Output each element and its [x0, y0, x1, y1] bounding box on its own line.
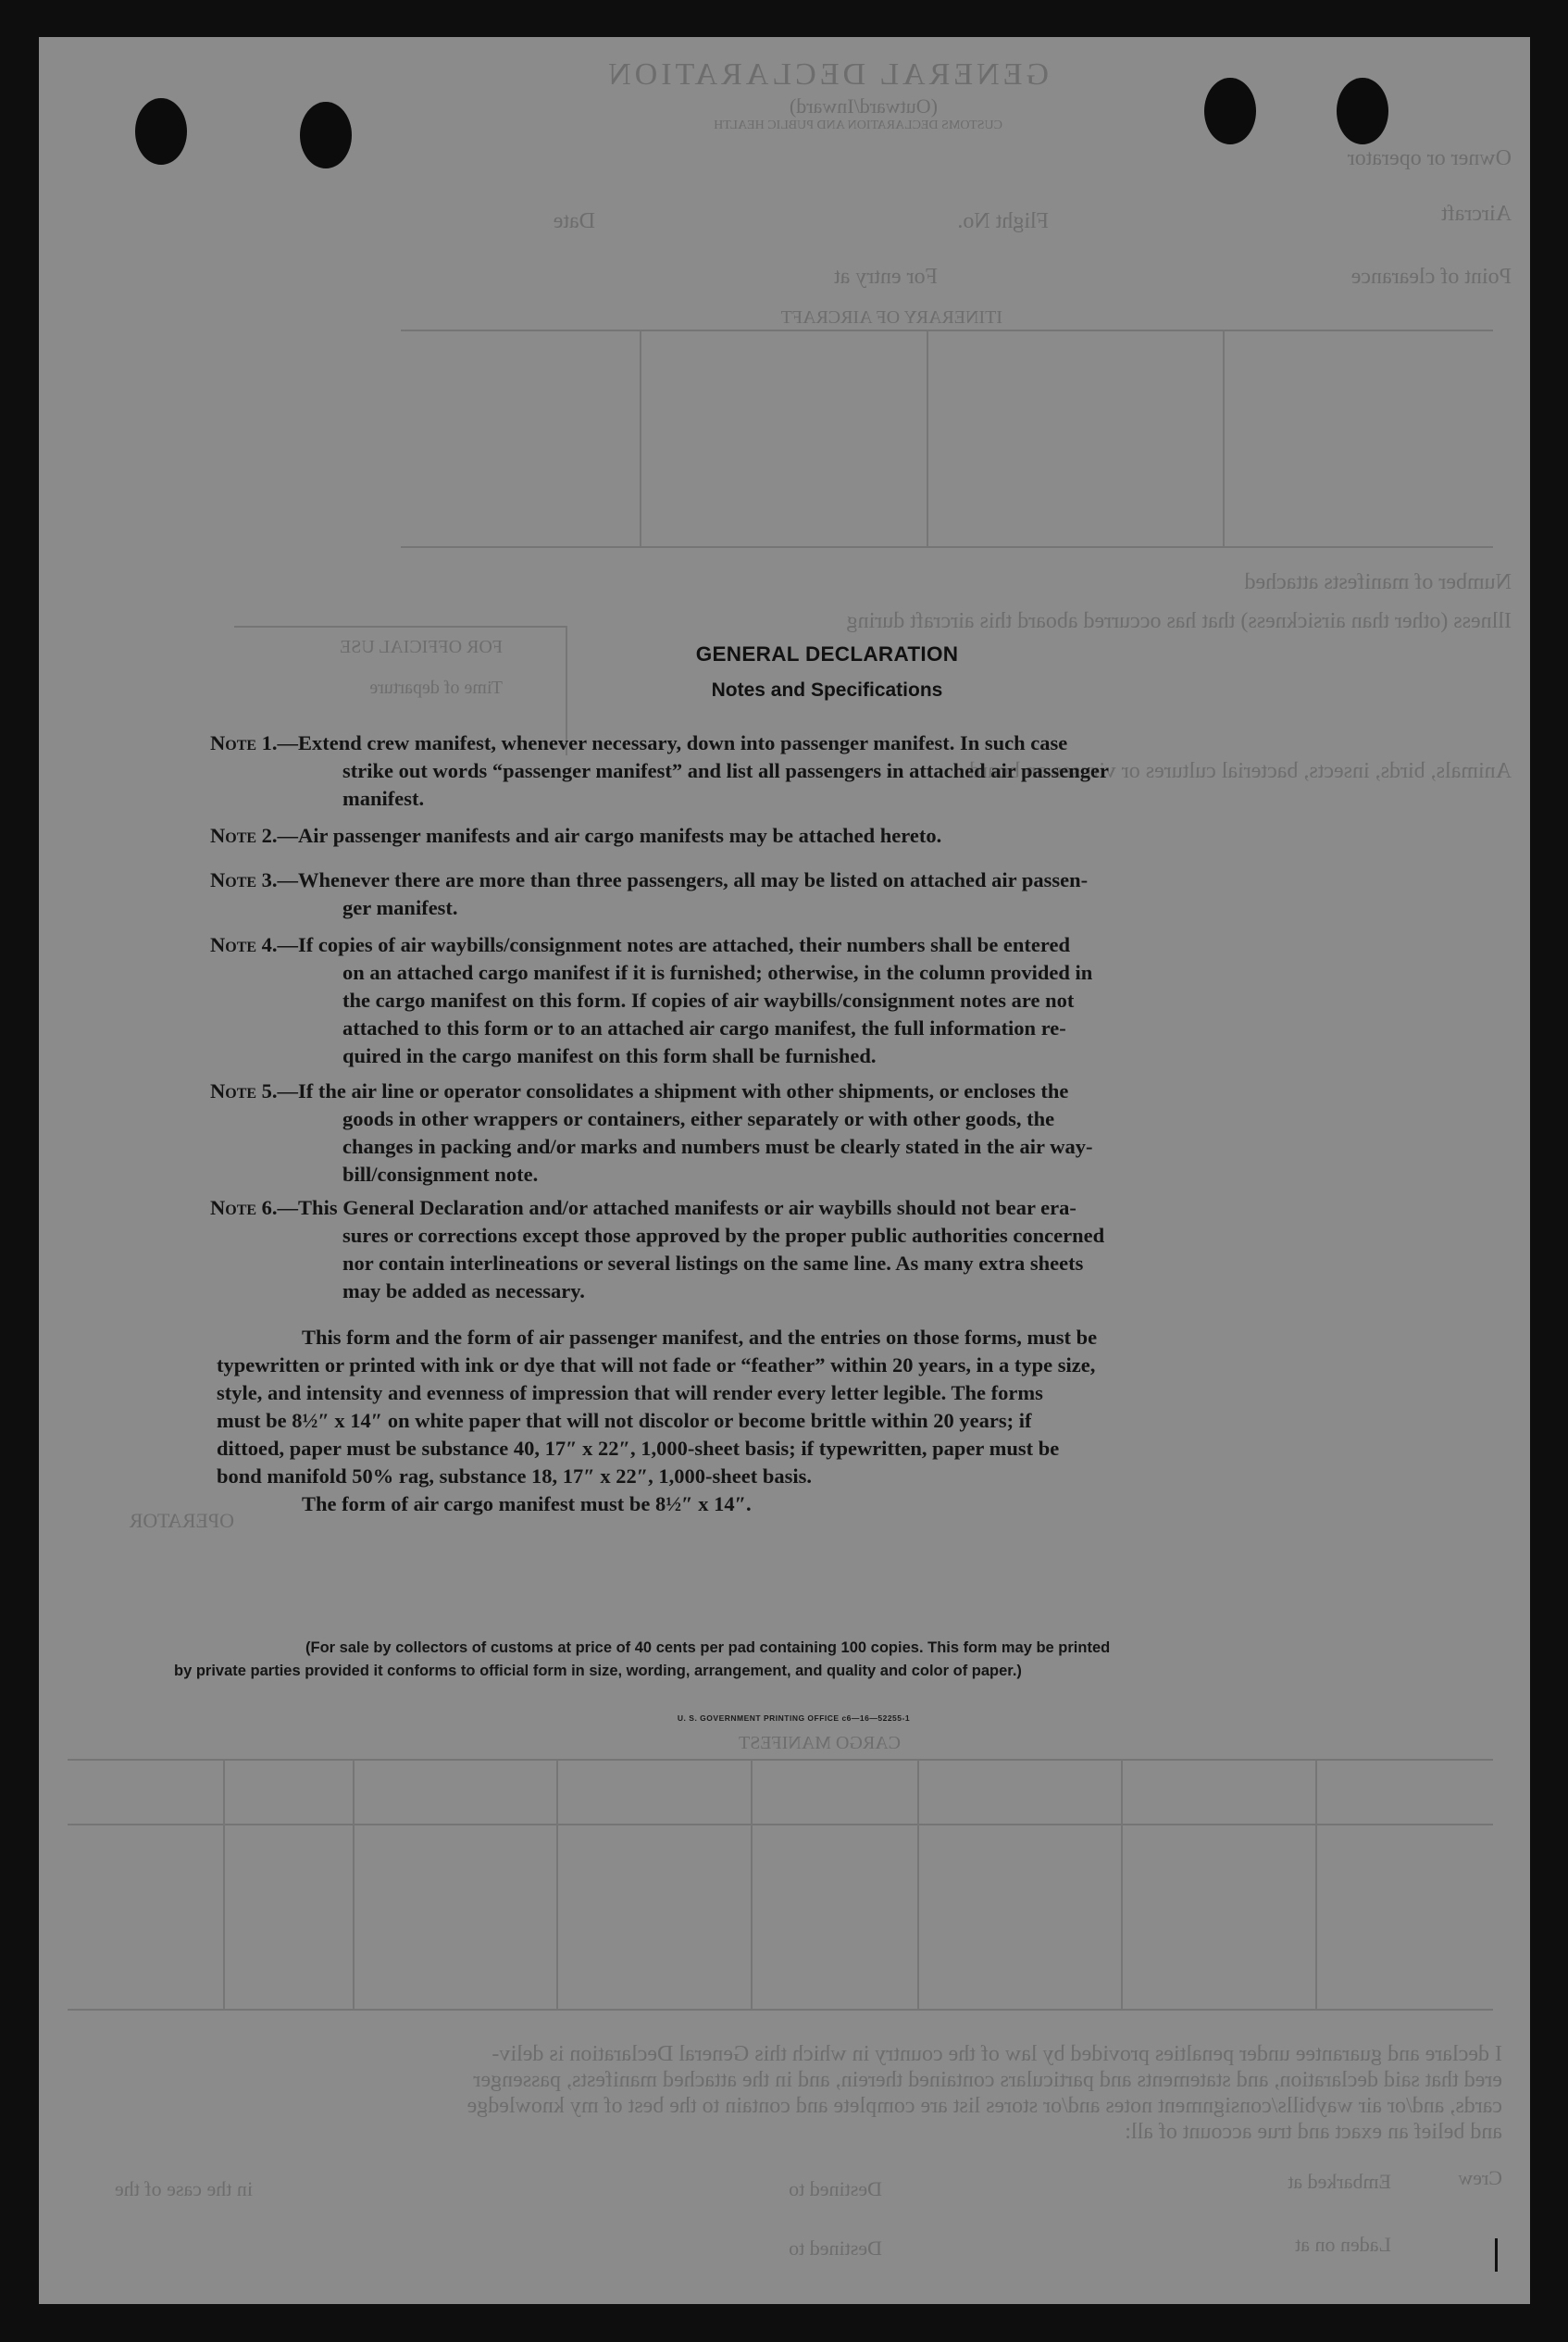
bleed-declare-3: cards, and/or air waybills/consignment notes and/or stores list are complete and contain to the best of my knowledge [467, 2094, 1502, 2118]
note-3-label: Note 3. [210, 868, 278, 891]
note-4-line-4: attached to this form or to an attached air cargo manifest, the full information re- [342, 1016, 1066, 1040]
spec-line-3: style, and intensity and evenness of impression that will render every letter legible. The forms [217, 1381, 1043, 1404]
note-5-line-4: bill/consignment note. [342, 1163, 539, 1186]
note-3-line-1: —Whenever there are more than three passengers, all may be listed on attached air passen- [277, 868, 1089, 891]
note-5-label: Note 5. [210, 1079, 278, 1102]
bleed-subtitle: (Outward/Inward) [789, 94, 938, 118]
note-1-line-3: manifest. [342, 787, 425, 810]
bleed-clearance: Point of clearance [1350, 265, 1512, 289]
note-1 [210, 729, 1397, 813]
spec-line-2: typewritten or printed with ink or dye that will not fade or “feather” within 20 years, in a type size, [217, 1353, 1096, 1377]
spec-line-1: This form and the form of air passenger manifest, and the entries on those forms, must be [302, 1326, 1098, 1349]
page-subtitle: Notes and Specifications [711, 679, 943, 701]
bleed-case: in the case of the [114, 2177, 253, 2200]
bleed-manifests: Number of manifests attached [1244, 570, 1512, 594]
note-4 [210, 931, 1397, 1070]
note-6-line-2: sures or corrections except those approved by the proper public authorities concerned [342, 1224, 1105, 1247]
gpo-imprint: U. S. GOVERNMENT PRINTING OFFICE c6—16—52255-1 [677, 1713, 911, 1723]
bleed-declare-2: ered that said declaration, and statements and particulars contained therein, and in the attached manifests, passenger [473, 2068, 1502, 2092]
bleed-cargo: CARGO MANIFEST [738, 1733, 901, 1753]
note-6-line-3: nor contain interlineations or several listings on the same line. As many extra sheets [342, 1252, 1084, 1275]
bleed-flight: Flight No. [957, 209, 1049, 233]
bleed-title: GENERAL DECLARATION [604, 57, 1049, 92]
bleed-official: FOR OFFICIAL USE [340, 637, 503, 657]
note-2-label: Note 2. [210, 824, 278, 847]
sale-notice [174, 1637, 1414, 1683]
spec-line-4: must be 8½″ x 14″ on white paper that will not discolor or become brittle within 20 years; if [217, 1409, 1032, 1432]
note-6-line-4: may be added as necessary. [342, 1279, 585, 1302]
bleed-illness: Illness (other than airsickness) that has occurred aboard this aircraft during [846, 609, 1512, 633]
bleed-laden: Laden on at [1295, 2233, 1391, 2256]
bleed-date: Date [553, 209, 595, 233]
note-4-line-2: on an attached cargo manifest if it is furnished; otherwise, in the column provided in [342, 961, 1093, 984]
note-1-label: Note 1. [210, 731, 278, 754]
note-4-line-1: —If copies of air waybills/consignment notes are attached, their numbers shall be entered [277, 933, 1070, 956]
note-1-line-1: —Extend crew manifest, whenever necessary, down into passenger manifest. In such case [277, 731, 1068, 754]
spec-line-5: dittoed, paper must be substance 40, 17″ x 22″, 1,000-sheet basis; if typewritten, paper must be [217, 1437, 1060, 1460]
bleed-destined2: Destined to [789, 2236, 882, 2260]
note-6 [210, 1194, 1397, 1305]
bleed-owner: Owner or operator [1347, 146, 1512, 170]
note-6-label: Note 6. [210, 1196, 278, 1219]
note-2 [210, 822, 1397, 850]
note-2-line-1: —Air passenger manifests and air cargo manifests may be attached hereto. [277, 824, 942, 847]
note-4-label: Note 4. [210, 933, 278, 956]
bleed-declare-4: and belief an exact and true account of all: [1125, 2120, 1502, 2144]
bleed-operator: OPERATOR [129, 1509, 234, 1532]
spec-line-6: bond manifold 50% rag, substance 18, 17″ x 22″, 1,000-sheet basis. [217, 1464, 813, 1488]
bleed-itinerary: ITINERARY OF AIRCRAFT [780, 307, 1002, 328]
notes-content [39, 37, 1530, 2304]
sale-line-2: by private parties provided it conforms to official form in size, wording, arrangement, and quality and color of paper.) [174, 1663, 1022, 1679]
bleed-destined: Destined to [789, 2177, 882, 2200]
page-title: GENERAL DECLARATION [695, 642, 959, 666]
bleed-animals: Animals, birds, insects, bacterial cultures or viruses on board [969, 759, 1512, 783]
note-1-line-2: strike out words “passenger manifest” and list all passengers in attached air passenger [342, 759, 1109, 782]
bleed-aircraft: Aircraft [1441, 202, 1512, 226]
bleed-crew: Crew [1458, 2166, 1502, 2189]
note-6-line-1: —This General Declaration and/or attached manifests or air waybills should not bear era- [277, 1196, 1076, 1219]
note-4-line-5: quired in the cargo manifest on this form shall be furnished. [342, 1044, 877, 1067]
edge-mark [1495, 2238, 1498, 2272]
document-page [39, 37, 1530, 2304]
note-3 [210, 866, 1397, 922]
bleed-agency: CUSTOMS DECLARATION AND PUBLIC HEALTH [714, 118, 1002, 132]
note-5 [210, 1078, 1397, 1189]
note-3-line-2: ger manifest. [342, 896, 458, 919]
note-5-line-2: goods in other wrappers or containers, either separately or with other goods, the [342, 1107, 1055, 1130]
note-5-line-3: changes in packing and/or marks and numbers must be clearly stated in the air way- [342, 1135, 1093, 1158]
note-4-line-3: the cargo manifest on this form. If copies of air waybills/consignment notes are not [342, 989, 1075, 1012]
bleed-entry: For entry at [834, 265, 938, 289]
note-5-line-1: —If the air line or operator consolidates a shipment with other shipments, or encloses the [277, 1079, 1069, 1102]
bleed-embarked: Embarked at [1288, 2170, 1391, 2193]
spec-line-7: The form of air cargo manifest must be 8½″ x 14″. [302, 1492, 752, 1515]
specification-paragraph [217, 1324, 1397, 1518]
bleed-declare-1: I declare and guarantee under penalties provided by law of the country in which this General Declaration is deliv- [492, 2042, 1502, 2066]
sale-line-1: (For sale by collectors of customs at price of 40 cents per pad containing 100 copies. This form may be printed [305, 1639, 1111, 1656]
bleed-departure: Time of departure [369, 678, 503, 698]
